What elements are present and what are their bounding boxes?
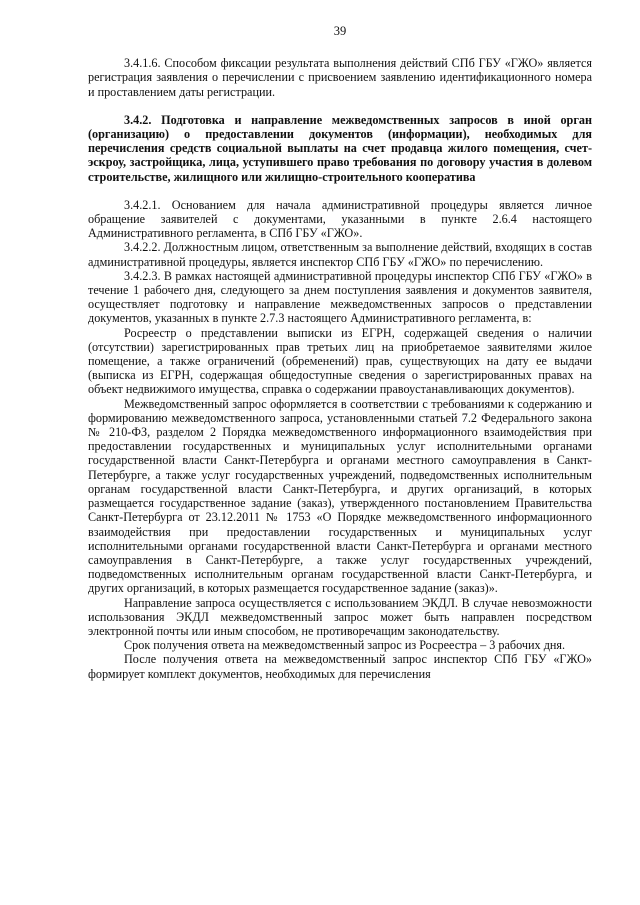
paragraph-rosreestr-request: Росреестр о представлении выписки из ЕГРН, содержащей сведения о наличии (отсутствии) зарегистрированных прав третьих лиц на приобретаемое заявителями жилое помещение, а также ограничений (обременений) прав, существующих на дату ее выдачи (выписка из ЕГРН, содержащая общедоступные сведения о зарегистрированных правах на объект недвижимого имущества, справка о содержании правоустанавливающих документов). <box>88 325 592 397</box>
paragraph-3-4-2-3: 3.4.2.3. В рамках настоящей административной процедуры инспектор СПб ГБУ «ГЖО» в течение 1 рабочего дня, следующего за днем поступления заявления и документов заявителя, осуществляет подготовку и направление межведомственных запросов о представлении документов, указанных в пункте 2.7.3 настоящего Административного регламента, в: <box>88 268 592 326</box>
paragraph-3-4-2-1: 3.4.2.1. Основанием для начала административной процедуры является личное обращение заявителей с документами, указанными в пункте 2.6.4 настоящего Административного регламента, в СПб ГБУ «ГЖО». <box>88 197 592 241</box>
section-heading-3-4-2: 3.4.2. Подготовка и направление межведомственных запросов в иной орган (организацию) о предоставлении документов (информации), необходимых для перечисления средств социальной выплаты на счет продавца жилого помещения, счет-эскроу, застройщика, лица, уступившего право требования по договору участия в долевом строительстве, жилищного или жилищно-строительного кооператива <box>88 112 592 184</box>
paragraph-after-response: После получения ответа на межведомственный запрос инспектор СПб ГБУ «ГЖО» формирует комплект документов, необходимых для перечисления <box>88 652 592 681</box>
paragraph-request-delivery: Направление запроса осуществляется с использованием ЭКДЛ. В случае невозможности использования ЭКДЛ межведомственный запрос может быть направлен посредством электронной почты или иным способом, не противоречащим законодательству. <box>88 595 592 638</box>
page-number: 39 <box>333 24 347 38</box>
paragraph-3-4-1-6: 3.4.1.6. Способом фиксации результата выполнения действий СПб ГБУ «ГЖО» является регистрация заявления о перечислении с присвоением заявлению идентификационного номера и проставлением даты регистрации. <box>88 56 592 99</box>
document-page <box>88 24 592 681</box>
paragraph-3-4-2-2: 3.4.2.2. Должностным лицом, ответственным за выполнение действий, входящих в состав административной процедуры, является инспектор СПб ГБУ «ГЖО» по перечислению. <box>88 240 592 269</box>
paragraph-request-format: Межведомственный запрос оформляется в соответствии с требованиями к содержанию и формированию межведомственного запроса, установленными статьей 7.2 Федерального закона № 210-ФЗ, разделом 2 Порядка межведомственного информационного взаимодействия при предоставлении государственных и муниципальных услуг исполнительными органами государственной власти Санкт-Петербурга и органами местного самоуправления в Санкт-Петербурге, а также услуг государственных учреждений, подведомственных исполнительным органам государственной власти Санкт-Петербурга, и других организаций, в которых размещается государственное задание (заказ), утвержденного постановлением Правительства Санкт-Петербурга от 23.12.2011 № 1753 «О Порядке межведомственного информационного взаимодействия при предоставлении государственных и муниципальных услуг исполнительными органами государственной власти Санкт-Петербурга и органами местного самоуправления в Санкт-Петербурге, а также услуг государственных учреждений, подведомственных исполнительным органам государственной власти Санкт-Петербурга, и других организаций, в которых размещается государственное задание (заказ)». <box>88 396 592 596</box>
paragraph-response-term: Срок получения ответа на межведомственный запрос из Росреестра – 3 рабочих дня. <box>124 638 566 653</box>
